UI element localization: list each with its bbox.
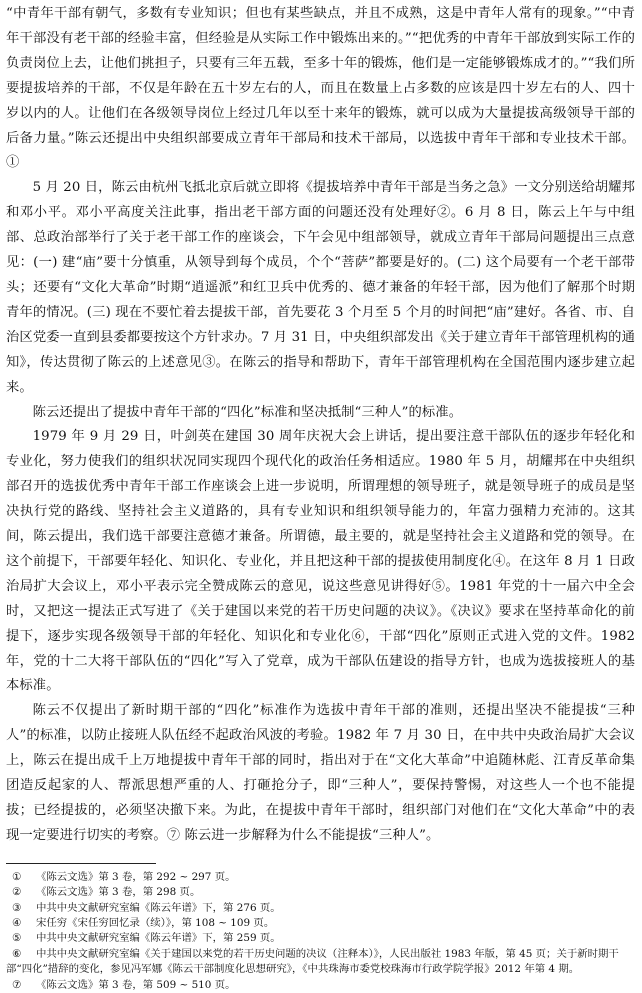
paragraph-2: 5 月 20 日，陈云由杭州飞抵北京后就立即将《提拔培养中青年干部是当务之急》一文分别送给胡耀邦和邓小平。邓小平高度关注此事，指出老干部方面的问题还没有处理好②。6 月 8 日，陈云上午与中组部、总政治部举行了关于老干部工作的座谈会，下午会见中组部领导，就成立青年干部局问题提出三点意见：(一) 建“庙”要十分慎重，从领导到每个成员，个个“菩萨”都要是好的。(二) 这个局要有一个老干部带头；还要有“文化大革命”时期“逍遥派”和红卫兵中优秀的、德才兼备的年轻干部，因为他们了解那个时期青年的情况。(三) 现在不要忙着去提拔干部，首先要花 3 个月至 5 个月的时间把“庙”建好。各省、市、自治区党委一直到县委都要按这个方针求办。7 月 31 日，中央组织部发出《关于建立青年干部管理机构的通知》，传达贯彻了陈云的上述意见③。在陈云的指导和帮助下，青年干部管理机构在全国范围内逐步建立起来。 xyxy=(6,180,635,395)
footnote-mark: ③ xyxy=(12,901,22,914)
paragraph-5: 陈云不仅提出了新时期干部的“四化”标准作为选拔中青年干部的准则，还提出坚决不能提拔“三种人”的标准，以防止接班人队伍经不起政治风波的考验。1982 年 7 月 30 日，在中共中央政治局扩大会议上，陈云在提出成千上万地提拔中青年干部的同时，指出对于在“文化大革命”中追随林彪、江青反革命集团造反起家的人、帮派思想严重的人、打砸抢分子，即“三种人”，要保持警惕，对这些人一个也不能提拔；已经提拔的，必须坚决撤下来。为此，在提拔中青年干部时，组织部门对他们在“文化大革命”中的表现一定要进行切实的考察。⑦ 陈云进一步解释为什么不能提拔“三种人”。 xyxy=(6,703,635,843)
footnote-4 xyxy=(6,916,635,931)
paragraph-1: “中青年干部有朝气，多数有专业知识；但也有某些缺点，并且不成熟，这是中青年人常有的现象。”“中青年干部没有老干部的经验丰富，但经验是从实际工作中锻炼出来的。”“把优秀的中青年干部放到实际工作的负责岗位上去，让他们挑担子，只要有三年五载，至多十年的锻炼，他们是一定能够锻炼成才的。”“我们所要提拔培养的干部，不仅是年龄在五十岁左右的人，而且在数量上占多数的应该是四十岁左右的人、四十岁以内的人。让他们在各级领导岗位上经过几年以至十来年的锻炼，就可以成为大量提拔高级领导干部的后备力量。”陈云还提出中央组织部要成立青年干部局和技术干部局，以选拔中青年干部和专业技术干部。① xyxy=(6,6,635,171)
paragraph-4: 1979 年 9 月 29 日，叶剑英在建国 30 周年庆祝大会上讲话，提出要注意干部队伍的逐步年轻化和专业化，努力使我们的组织状况同实现四个现代化的政治任务相适应。1980 年 5 月，胡耀邦在中央组织部召开的选拔优秀中青年干部工作座谈会上进一步说明，所谓理想的领导班子，就是领导班子的成员是坚决执行党的路线、坚持社会主义道路的，具有专业知识和组织领导能力的，年富力强精力充沛的。这其间，陈云提出，我们选干部要注意德才兼备。所谓德，最主要的，就是坚持社会主义道路和党的领导。在这个前提下，干部要年轻化、知识化、专业化，并且把这种干部的提拔使用制度化④。在这年 8 月 1 日政治局扩大会议上，邓小平表示完全赞成陈云的意见，说这些意见讲得好⑤。1981 年党的十一届六中全会时，又把这一提法正式写进了《关于建国以来党的若干历史问题的决议》。《决议》要求在坚持革命化的前提下，逐步实现各级领导干部的年轻化、知识化和专业化⑥，干部“四化”原则正式进入党的文件。1982 年，党的十二大将干部队伍的“四化”写入了党章，成为干部队伍建设的指导方针，也成为选拔接班人的基本标准。 xyxy=(6,429,635,694)
footnote-mark: ④ xyxy=(12,917,22,930)
footnote-text: 《陈云文选》第 3 卷，第 298 页。 xyxy=(36,886,201,899)
footnotes xyxy=(6,870,635,993)
footnote-1 xyxy=(6,870,635,885)
footnote-mark: ⑥ xyxy=(12,947,22,960)
footnote-text: 《陈云文选》第 3 卷，第 292 ~ 297 页。 xyxy=(36,870,236,883)
footnote-mark: ⑦ xyxy=(12,978,22,991)
footnote-2 xyxy=(6,885,635,900)
footnote-mark: ① xyxy=(12,870,22,883)
footnote-text: 中共中央文献研究室编《陈云年谱》下，第 276 页。 xyxy=(36,901,281,914)
body-text xyxy=(6,2,635,849)
footnote-7 xyxy=(6,978,635,993)
paragraph-3: 陈云还提出了提拔中青年干部的“四化”标准和坚决抵制“三种人”的标准。 xyxy=(32,404,463,420)
footnote-text: 中共中央文献研究室编《关于建国以来党的若干历史问题的决议（注释本）》，人民出版社 1983 年版，第 45 页；关于新时期干部“四化”措辞的变化，参见冯军娜《陈云干部制度化思想研究》，《中共珠海市委党校珠海市行政学院学报》2012 年第 4 期。 xyxy=(6,947,619,976)
footnote-mark: ⑤ xyxy=(12,932,22,945)
footnote-text: 中共中央文献研究室编《陈云年谱》下，第 259 页。 xyxy=(36,932,281,945)
footnote-mark: ② xyxy=(12,886,22,899)
footnote-divider xyxy=(6,863,156,864)
footnote-text: 《陈云文选》第 3 卷，第 509 ~ 510 页。 xyxy=(36,978,236,991)
footnote-5 xyxy=(6,931,635,946)
footnote-text: 宋任穷《宋任穷回忆录（续）》，第 108 ~ 109 页。 xyxy=(36,917,275,930)
footnote-6 xyxy=(6,947,635,978)
footnote-3 xyxy=(6,901,635,916)
